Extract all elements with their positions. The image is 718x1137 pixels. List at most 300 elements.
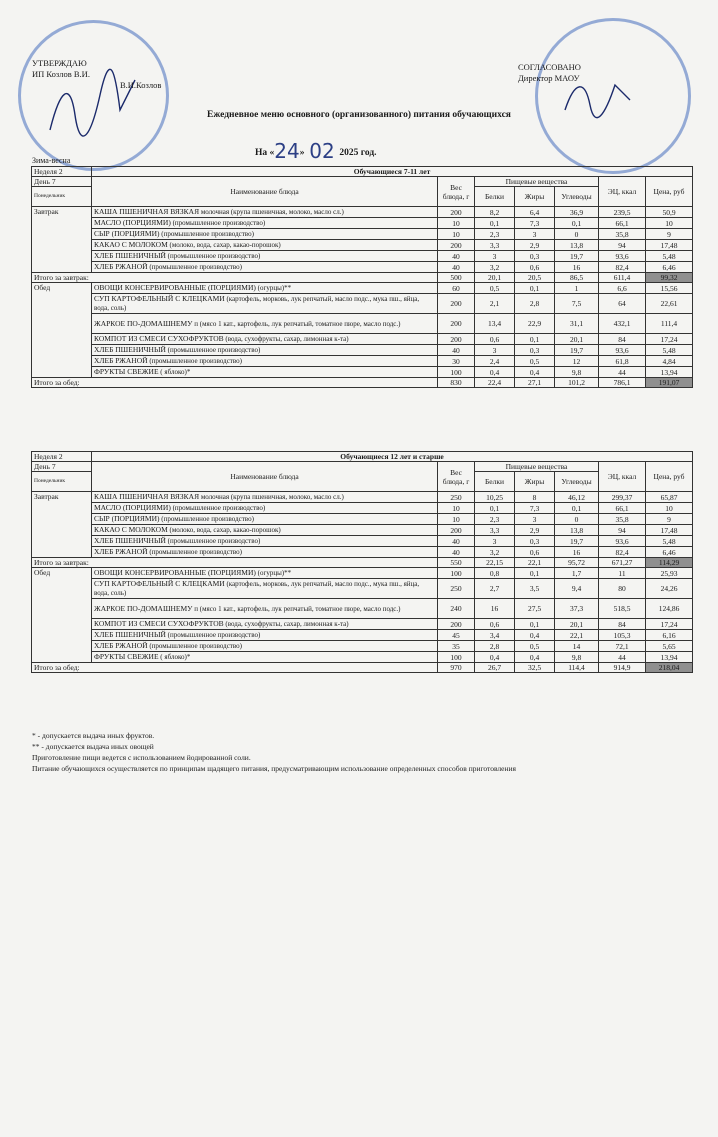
dish-cell bbox=[92, 503, 438, 514]
cell-w: 200 bbox=[438, 294, 475, 314]
cell-e: 35,8 bbox=[599, 514, 646, 525]
cell-e: 11 bbox=[599, 568, 646, 579]
cell-p: 3 bbox=[475, 536, 515, 547]
cell-c: 9,8 bbox=[555, 652, 599, 663]
total-p: 22,4 bbox=[475, 378, 515, 388]
total-w: 970 bbox=[438, 663, 475, 673]
cell-w: 100 bbox=[438, 367, 475, 378]
cell-price: 17,48 bbox=[646, 525, 693, 536]
cell-w: 40 bbox=[438, 251, 475, 262]
total-c: 86,5 bbox=[555, 273, 599, 283]
dish-title: КАША ПШЕНИЧНАЯ ВЯЗКАЯ bbox=[94, 207, 200, 216]
total-row bbox=[32, 378, 693, 388]
total-f: 20,5 bbox=[515, 273, 555, 283]
cell-price: 50,9 bbox=[646, 207, 693, 218]
agreement-block bbox=[518, 62, 581, 84]
week-row bbox=[32, 452, 693, 462]
cell-c: 19,7 bbox=[555, 536, 599, 547]
cell-f: 7,3 bbox=[515, 218, 555, 229]
total-price: 99,32 bbox=[646, 273, 693, 283]
total-w: 500 bbox=[438, 273, 475, 283]
approve-org: ИП Козлов В.И. bbox=[32, 69, 90, 79]
cell-e: 94 bbox=[599, 240, 646, 251]
dish-title: МАСЛО (ПОРЦИЯМИ) bbox=[94, 503, 171, 512]
dish-title: КОМПОТ ИЗ СМЕСИ СУХОФРУКТОВ bbox=[94, 334, 224, 343]
cell-p: 16 bbox=[475, 599, 515, 619]
table-row bbox=[32, 294, 693, 314]
meal-label: Обед bbox=[32, 568, 92, 663]
cell-w: 40 bbox=[438, 345, 475, 356]
cell-p: 2,7 bbox=[475, 579, 515, 599]
col-energy-header: ЭЦ, ккал bbox=[599, 462, 646, 492]
dish-title: ХЛЕБ ПШЕНИЧНЫЙ bbox=[94, 251, 166, 260]
dish-title: СЫР (ПОРЦИЯМИ) bbox=[94, 514, 160, 523]
cell-p: 0,6 bbox=[475, 334, 515, 345]
table-row bbox=[32, 251, 693, 262]
footnotes bbox=[32, 730, 516, 774]
col-protein-header: Белки bbox=[475, 472, 515, 492]
cell-f: 2,9 bbox=[515, 240, 555, 251]
table-row bbox=[32, 334, 693, 345]
cell-c: 36,9 bbox=[555, 207, 599, 218]
cell-e: 64 bbox=[599, 294, 646, 314]
total-p: 26,7 bbox=[475, 663, 515, 673]
dish-cell bbox=[92, 218, 438, 229]
dish-desc: (промышленное производство) bbox=[149, 263, 242, 271]
dish-cell bbox=[92, 630, 438, 641]
cell-w: 200 bbox=[438, 619, 475, 630]
dish-desc: п (мясо 1 кат., картофель, лук репчатый, томатное пюре, масло подс.) bbox=[194, 319, 401, 328]
cell-p: 3,3 bbox=[475, 525, 515, 536]
week-row bbox=[32, 167, 693, 177]
menu-table bbox=[31, 451, 693, 673]
dish-desc: (картофель, морковь, лук репчатый, масло подс., мука пш., яйца, вода, соль) bbox=[94, 580, 420, 597]
dish-title: СУП КАРТОФЕЛЬНЫЙ С КЛЕЦКАМИ bbox=[94, 294, 225, 303]
header-row bbox=[32, 462, 693, 472]
cell-w: 250 bbox=[438, 492, 475, 503]
dish-desc: (картофель, морковь, лук репчатый, масло подс., мука пш., яйца, вода, соль) bbox=[94, 295, 420, 312]
table-row bbox=[32, 240, 693, 251]
cell-c: 12 bbox=[555, 356, 599, 367]
table-row bbox=[32, 356, 693, 367]
cell-e: 61,8 bbox=[599, 356, 646, 367]
total-p: 20,1 bbox=[475, 273, 515, 283]
cell-p: 3,4 bbox=[475, 630, 515, 641]
dish-title: ФРУКТЫ СВЕЖИЕ bbox=[94, 652, 159, 661]
cell-c: 37,3 bbox=[555, 599, 599, 619]
cell-w: 10 bbox=[438, 229, 475, 240]
cell-c: 0 bbox=[555, 514, 599, 525]
dish-desc: молочная (крупа пшеничная, молоко, масло сл.) bbox=[200, 493, 344, 501]
cell-e: 299,37 bbox=[599, 492, 646, 503]
table-row bbox=[32, 525, 693, 536]
cell-w: 200 bbox=[438, 207, 475, 218]
cell-w: 10 bbox=[438, 514, 475, 525]
cell-w: 35 bbox=[438, 641, 475, 652]
total-c: 101,2 bbox=[555, 378, 599, 388]
cell-e: 44 bbox=[599, 652, 646, 663]
total-f: 22,1 bbox=[515, 558, 555, 568]
cell-e: 93,6 bbox=[599, 251, 646, 262]
total-row bbox=[32, 558, 693, 568]
cell-price: 13,94 bbox=[646, 652, 693, 663]
dish-desc: (промышленное производство) bbox=[161, 515, 254, 523]
dish-cell bbox=[92, 207, 438, 218]
cell-price: 22,61 bbox=[646, 294, 693, 314]
dish-desc: (промышленное производство) bbox=[172, 219, 266, 227]
total-w: 830 bbox=[438, 378, 475, 388]
cell-price: 24,26 bbox=[646, 579, 693, 599]
dish-cell bbox=[92, 240, 438, 251]
cell-price: 15,56 bbox=[646, 283, 693, 294]
cell-w: 10 bbox=[438, 503, 475, 514]
season-label: Зима-весна bbox=[32, 156, 71, 165]
dish-cell bbox=[92, 579, 438, 599]
dish-desc: (промышленное производство) bbox=[167, 346, 261, 354]
meal-label: Завтрак bbox=[32, 207, 92, 273]
date-suffix: 2025 год. bbox=[339, 148, 377, 158]
dish-cell bbox=[92, 367, 438, 378]
cell-f: 0,4 bbox=[515, 367, 555, 378]
cell-w: 40 bbox=[438, 547, 475, 558]
cell-e: 82,4 bbox=[599, 547, 646, 558]
cell-p: 3 bbox=[475, 251, 515, 262]
total-row bbox=[32, 273, 693, 283]
cell-f: 3,5 bbox=[515, 579, 555, 599]
cell-f: 22,9 bbox=[515, 314, 555, 334]
cell-c: 16 bbox=[555, 547, 599, 558]
cell-f: 0,3 bbox=[515, 345, 555, 356]
approval-block bbox=[32, 58, 161, 91]
cell-f: 27,5 bbox=[515, 599, 555, 619]
dish-desc: (промышленное производство) bbox=[172, 504, 266, 512]
dish-desc: (вода, сухофрукты, сахар, лимонная к-та) bbox=[225, 335, 349, 343]
dish-cell bbox=[92, 314, 438, 334]
total-e: 786,1 bbox=[599, 378, 646, 388]
cell-e: 84 bbox=[599, 334, 646, 345]
cell-p: 3,2 bbox=[475, 547, 515, 558]
dish-cell bbox=[92, 525, 438, 536]
dish-desc: (промышленное производство) bbox=[167, 631, 261, 639]
agree-role: Директор МАОУ bbox=[518, 73, 580, 83]
dish-desc: (промышленное производство) bbox=[149, 642, 242, 650]
cell-c: 13,8 bbox=[555, 525, 599, 536]
cell-f: 0,3 bbox=[515, 251, 555, 262]
dish-desc: (молоко, вода, сахар, какао-порошок) bbox=[169, 241, 281, 249]
dish-desc: (огурцы)** bbox=[257, 284, 292, 292]
cell-e: 518,5 bbox=[599, 599, 646, 619]
cell-price: 9 bbox=[646, 514, 693, 525]
cell-p: 3 bbox=[475, 345, 515, 356]
cell-w: 40 bbox=[438, 262, 475, 273]
cell-c: 22,1 bbox=[555, 630, 599, 641]
cell-f: 0,1 bbox=[515, 283, 555, 294]
cell-price: 124,86 bbox=[646, 599, 693, 619]
cell-c: 9,8 bbox=[555, 367, 599, 378]
cell-price: 5,48 bbox=[646, 345, 693, 356]
total-price: 218,04 bbox=[646, 663, 693, 673]
dish-cell bbox=[92, 356, 438, 367]
cell-w: 60 bbox=[438, 283, 475, 294]
cell-f: 0,3 bbox=[515, 536, 555, 547]
cell-p: 0,1 bbox=[475, 503, 515, 514]
meal-label: Завтрак bbox=[32, 492, 92, 558]
cell-price: 5,48 bbox=[646, 536, 693, 547]
col-price-header: Цена, руб bbox=[646, 177, 693, 207]
cell-p: 0,1 bbox=[475, 218, 515, 229]
dish-desc: (вода, сухофрукты, сахар, лимонная к-та) bbox=[225, 620, 349, 628]
cell-c: 20,1 bbox=[555, 334, 599, 345]
dish-title: ОВОЩИ КОНСЕРВИРОВАННЫЕ (ПОРЦИЯМИ) bbox=[94, 283, 256, 292]
cell-f: 2,8 bbox=[515, 294, 555, 314]
date-prefix: На « bbox=[255, 148, 275, 158]
col-name-header: Наименование блюда bbox=[92, 462, 438, 492]
total-e: 611,4 bbox=[599, 273, 646, 283]
cell-price: 5,65 bbox=[646, 641, 693, 652]
cell-e: 35,8 bbox=[599, 229, 646, 240]
cell-p: 2,1 bbox=[475, 294, 515, 314]
note-gentle-diet: Питание обучающихся осуществляется по принципам щадящего питания, предусматривающим использование определенных способов приготовления bbox=[32, 764, 516, 773]
cell-w: 45 bbox=[438, 630, 475, 641]
cell-c: 14 bbox=[555, 641, 599, 652]
day-label: День 7 bbox=[32, 177, 92, 187]
cell-p: 2,4 bbox=[475, 356, 515, 367]
total-row bbox=[32, 663, 693, 673]
col-weight-header: Вес блюда, г bbox=[438, 177, 475, 207]
dish-cell bbox=[92, 536, 438, 547]
dish-title: ХЛЕБ РЖАНОЙ bbox=[94, 262, 148, 271]
dish-title: КАКАО С МОЛОКОМ bbox=[94, 525, 168, 534]
cell-c: 46,12 bbox=[555, 492, 599, 503]
col-fat-header: Жиры bbox=[515, 472, 555, 492]
cell-price: 13,94 bbox=[646, 367, 693, 378]
cell-e: 66,1 bbox=[599, 503, 646, 514]
table-row bbox=[32, 568, 693, 579]
dish-cell bbox=[92, 599, 438, 619]
cell-e: 72,1 bbox=[599, 641, 646, 652]
cell-c: 1 bbox=[555, 283, 599, 294]
col-nutrients-header: Пищевые вещества bbox=[475, 177, 599, 187]
menu-table bbox=[31, 166, 693, 388]
col-protein-header: Белки bbox=[475, 187, 515, 207]
cell-w: 30 bbox=[438, 356, 475, 367]
dish-cell bbox=[92, 251, 438, 262]
table-row bbox=[32, 314, 693, 334]
group-label: Обучающиеся 12 лет и старше bbox=[92, 452, 693, 462]
cell-c: 0 bbox=[555, 229, 599, 240]
cell-price: 4,84 bbox=[646, 356, 693, 367]
total-label: Итого за завтрак: bbox=[32, 273, 438, 283]
weekday-label: Понедельник bbox=[32, 187, 92, 207]
cell-p: 0,4 bbox=[475, 652, 515, 663]
dish-cell bbox=[92, 492, 438, 503]
cell-e: 93,6 bbox=[599, 536, 646, 547]
cell-e: 93,6 bbox=[599, 345, 646, 356]
dish-desc: (промышленное производство) bbox=[149, 548, 242, 556]
cell-w: 10 bbox=[438, 218, 475, 229]
dish-desc: ( яблоко)* bbox=[160, 368, 191, 376]
col-carbs-header: Углеводы bbox=[555, 187, 599, 207]
cell-f: 0,4 bbox=[515, 652, 555, 663]
dish-title: ФРУКТЫ СВЕЖИЕ bbox=[94, 367, 159, 376]
cell-f: 2,9 bbox=[515, 525, 555, 536]
table-row bbox=[32, 218, 693, 229]
dish-desc: (промышленное производство) bbox=[149, 357, 242, 365]
table-row bbox=[32, 579, 693, 599]
cell-c: 0,1 bbox=[555, 218, 599, 229]
dish-title: ЖАРКОЕ ПО-ДОМАШНЕМУ bbox=[94, 603, 193, 613]
cell-c: 1,7 bbox=[555, 568, 599, 579]
header-row bbox=[32, 177, 693, 187]
dish-title: СЫР (ПОРЦИЯМИ) bbox=[94, 229, 160, 238]
dish-title: КАКАО С МОЛОКОМ bbox=[94, 240, 168, 249]
cell-w: 200 bbox=[438, 240, 475, 251]
cell-c: 7,5 bbox=[555, 294, 599, 314]
dish-title: МАСЛО (ПОРЦИЯМИ) bbox=[94, 218, 171, 227]
cell-p: 3,3 bbox=[475, 240, 515, 251]
approve-sign: В.И.Козлов bbox=[120, 80, 162, 90]
page-title: Ежедневное меню основного (организованного) питания обучающихся bbox=[207, 110, 511, 120]
cell-price: 111,4 bbox=[646, 314, 693, 334]
cell-f: 0,6 bbox=[515, 262, 555, 273]
cell-w: 240 bbox=[438, 599, 475, 619]
cell-e: 432,1 bbox=[599, 314, 646, 334]
dish-title: ХЛЕБ ПШЕНИЧНЫЙ bbox=[94, 345, 166, 354]
dish-title: ХЛЕБ ПШЕНИЧНЫЙ bbox=[94, 630, 166, 639]
cell-c: 13,8 bbox=[555, 240, 599, 251]
dish-cell bbox=[92, 334, 438, 345]
note-iodized-salt: Приготовление пищи ведется с использованием йодированной соли. bbox=[32, 753, 251, 762]
cell-p: 0,8 bbox=[475, 568, 515, 579]
total-price: 114,29 bbox=[646, 558, 693, 568]
cell-w: 250 bbox=[438, 579, 475, 599]
dish-cell bbox=[92, 619, 438, 630]
group-label: Обучающиеся 7-11 лет bbox=[92, 167, 693, 177]
cell-price: 9 bbox=[646, 229, 693, 240]
menu-date bbox=[255, 136, 377, 163]
cell-c: 19,7 bbox=[555, 251, 599, 262]
cell-p: 2,3 bbox=[475, 229, 515, 240]
cell-p: 10,25 bbox=[475, 492, 515, 503]
cell-price: 17,24 bbox=[646, 334, 693, 345]
cell-c: 19,7 bbox=[555, 345, 599, 356]
cell-price: 10 bbox=[646, 218, 693, 229]
col-name-header: Наименование блюда bbox=[92, 177, 438, 207]
dish-cell bbox=[92, 547, 438, 558]
dish-title: ХЛЕБ РЖАНОЙ bbox=[94, 641, 148, 650]
total-f: 27,1 bbox=[515, 378, 555, 388]
total-w: 550 bbox=[438, 558, 475, 568]
dish-title: СУП КАРТОФЕЛЬНЫЙ С КЛЕЦКАМИ bbox=[94, 579, 225, 588]
dish-desc: молочная (крупа пшеничная, молоко, масло сл.) bbox=[200, 208, 344, 216]
cell-price: 65,87 bbox=[646, 492, 693, 503]
table-row bbox=[32, 207, 693, 218]
date-day: 24 bbox=[274, 139, 300, 163]
dish-title: ХЛЕБ РЖАНОЙ bbox=[94, 356, 148, 365]
dish-cell bbox=[92, 294, 438, 314]
day-label: День 7 bbox=[32, 462, 92, 472]
cell-price: 6,46 bbox=[646, 262, 693, 273]
total-price: 191,07 bbox=[646, 378, 693, 388]
cell-f: 0,6 bbox=[515, 547, 555, 558]
cell-e: 94 bbox=[599, 525, 646, 536]
cell-e: 105,3 bbox=[599, 630, 646, 641]
cell-w: 100 bbox=[438, 568, 475, 579]
table-row bbox=[32, 536, 693, 547]
cell-price: 6,16 bbox=[646, 630, 693, 641]
cell-w: 200 bbox=[438, 334, 475, 345]
col-carbs-header: Углеводы bbox=[555, 472, 599, 492]
dish-title: ХЛЕБ ПШЕНИЧНЫЙ bbox=[94, 536, 166, 545]
cell-c: 9,4 bbox=[555, 579, 599, 599]
cell-p: 8,2 bbox=[475, 207, 515, 218]
table-row bbox=[32, 283, 693, 294]
cell-f: 3 bbox=[515, 514, 555, 525]
total-f: 32,5 bbox=[515, 663, 555, 673]
cell-e: 6,6 bbox=[599, 283, 646, 294]
cell-f: 7,3 bbox=[515, 503, 555, 514]
cell-p: 3,2 bbox=[475, 262, 515, 273]
cell-p: 0,4 bbox=[475, 367, 515, 378]
cell-e: 66,1 bbox=[599, 218, 646, 229]
dish-desc: (промышленное производство) bbox=[167, 252, 261, 260]
cell-f: 0,5 bbox=[515, 641, 555, 652]
cell-e: 44 bbox=[599, 367, 646, 378]
cell-p: 0,5 bbox=[475, 283, 515, 294]
total-label: Итого за обед: bbox=[32, 378, 438, 388]
dish-cell bbox=[92, 283, 438, 294]
table-row bbox=[32, 641, 693, 652]
cell-f: 0,1 bbox=[515, 334, 555, 345]
dish-desc: (молоко, вода, сахар, какао-порошок) bbox=[169, 526, 281, 534]
total-label: Итого за завтрак: bbox=[32, 558, 438, 568]
cell-f: 6,4 bbox=[515, 207, 555, 218]
cell-c: 0,1 bbox=[555, 503, 599, 514]
cell-price: 17,48 bbox=[646, 240, 693, 251]
table-row bbox=[32, 652, 693, 663]
meal-label: Обед bbox=[32, 283, 92, 378]
date-sep: » bbox=[299, 148, 305, 158]
cell-price: 5,48 bbox=[646, 251, 693, 262]
dish-cell bbox=[92, 345, 438, 356]
cell-w: 200 bbox=[438, 525, 475, 536]
table-row bbox=[32, 619, 693, 630]
dish-cell bbox=[92, 514, 438, 525]
dish-cell bbox=[92, 641, 438, 652]
cell-e: 82,4 bbox=[599, 262, 646, 273]
dish-title: КАША ПШЕНИЧНАЯ ВЯЗКАЯ bbox=[94, 492, 200, 501]
cell-e: 239,5 bbox=[599, 207, 646, 218]
cell-price: 17,24 bbox=[646, 619, 693, 630]
dish-cell bbox=[92, 652, 438, 663]
dish-cell bbox=[92, 229, 438, 240]
cell-price: 25,93 bbox=[646, 568, 693, 579]
dish-title: ХЛЕБ РЖАНОЙ bbox=[94, 547, 148, 556]
dish-desc: (промышленное производство) bbox=[167, 537, 261, 545]
table-row bbox=[32, 229, 693, 240]
cell-e: 84 bbox=[599, 619, 646, 630]
cell-p: 2,8 bbox=[475, 641, 515, 652]
cell-f: 3 bbox=[515, 229, 555, 240]
dish-cell bbox=[92, 262, 438, 273]
cell-f: 8 bbox=[515, 492, 555, 503]
cell-w: 100 bbox=[438, 652, 475, 663]
cell-f: 0,1 bbox=[515, 619, 555, 630]
cell-w: 200 bbox=[438, 314, 475, 334]
total-e: 671,27 bbox=[599, 558, 646, 568]
cell-c: 31,1 bbox=[555, 314, 599, 334]
dish-cell bbox=[92, 568, 438, 579]
